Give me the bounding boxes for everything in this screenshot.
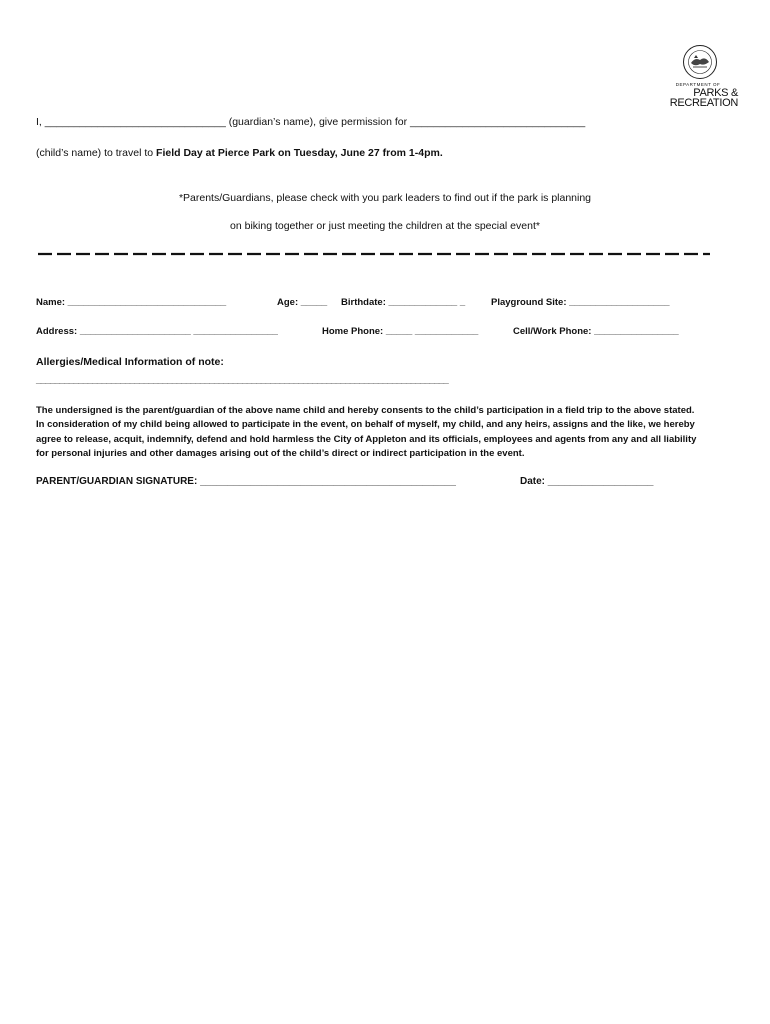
allergies-input-line[interactable]: ________________________________________________________________________________________ [36, 375, 449, 386]
address-field[interactable]: Address: _____________________ ________________ [36, 326, 278, 337]
permission-line-2-prefix: (child’s name) to travel to [36, 147, 157, 159]
consent-line-3: agree to release, acquit, indemnify, defend and hold harmless the City of Appleton and its officials, employees and agents from any and all liability [36, 433, 697, 445]
cut-line-divider [38, 244, 710, 264]
consent-paragraph [36, 404, 736, 461]
notice-line-1: *Parents/Guardians, please check with you park leaders to find out if the park is planning [178, 192, 592, 204]
allergies-label: Allergies/Medical Information of note: [36, 356, 224, 368]
consent-line-4: for personal injuries and other damages arising out of the child’s direct or indirect participation in the event. [36, 447, 525, 459]
event-details: Field Day at Pierce Park on Tuesday, June 27 from 1-4pm. [156, 147, 443, 159]
parks-recreation-logo [658, 44, 738, 114]
birthdate-field[interactable]: Birthdate: _____________ _ [341, 297, 466, 308]
consent-line-1: The undersigned is the parent/guardian of the above name child and hereby consents to the child’s participation in a field trip to the above stated. [36, 405, 695, 416]
age-field[interactable]: Age: _____ [277, 297, 328, 308]
city-seal-icon [682, 44, 718, 80]
notice-line-2: on biking together or just meeting the children at the special event* [230, 220, 540, 232]
department-name-line2: RECREATION [669, 97, 738, 109]
name-field[interactable]: Name: ______________________________ [36, 297, 227, 308]
permission-line-2 [36, 147, 443, 159]
work-phone-field[interactable]: Cell/Work Phone: ________________ [513, 326, 679, 337]
home-phone-field[interactable]: Home Phone: _____ ____________ [322, 326, 479, 337]
playground-site-field[interactable]: Playground Site: ___________________ [491, 297, 670, 308]
consent-line-2: In consideration of my child being allowed to participate in the event, on behalf of myself, my child, and any heirs, assigns and the like, we hereby [36, 419, 695, 431]
signature-field[interactable]: PARENT/GUARDIAN SIGNATURE: ______________________________________________ [36, 476, 456, 487]
permission-line-1: I, _______________________________ (guardian’s name), give permission for ______________________________ [36, 116, 586, 128]
department-name-line1: PARKS & [693, 87, 738, 99]
date-field[interactable]: Date: ___________________ [520, 476, 654, 487]
department-small-text: DEPARTMENT OF [675, 82, 721, 87]
